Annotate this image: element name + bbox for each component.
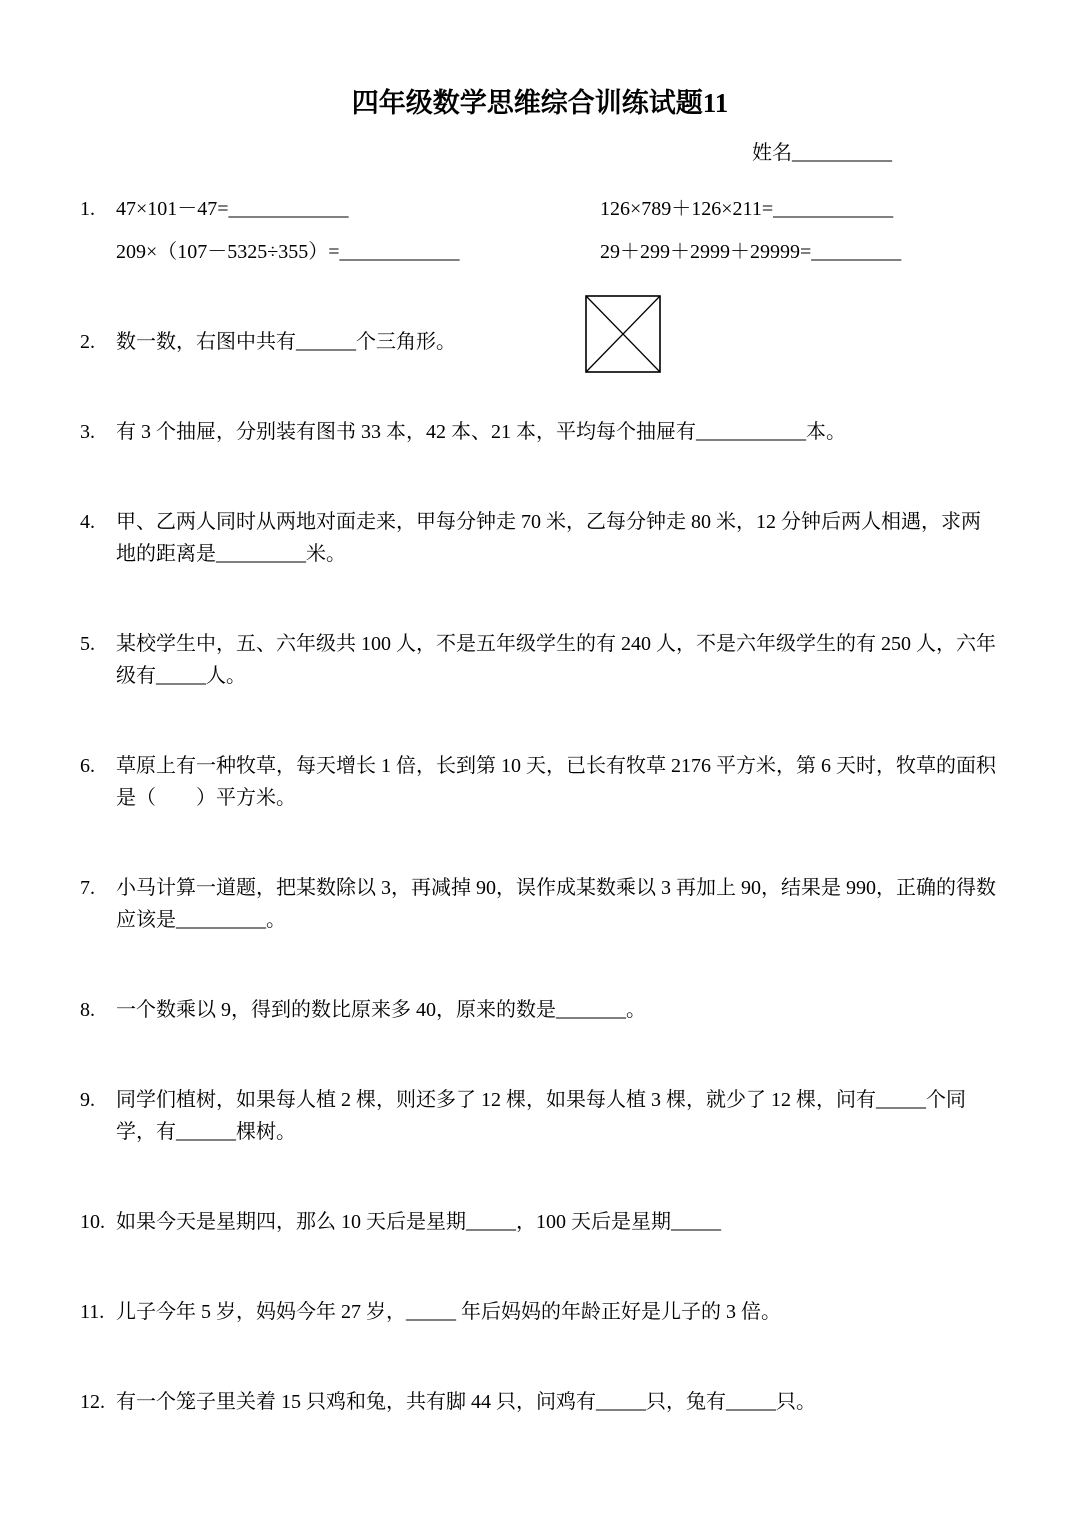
question-text: 一个数乘以 9，得到的数比原来多 40，原来的数是_______。 [116, 999, 646, 1021]
question-text: 甲、乙两人同时从两地对面走来，甲每分钟走 70 米，乙每分钟走 80 米，12 分钟后两人相遇，求两地的距离是_________米。 [116, 511, 981, 565]
square-with-diagonals-icon [585, 295, 661, 373]
name-field: 姓名__________ [752, 142, 892, 164]
question-9 [80, 1084, 1000, 1148]
expression: 209×（107－5325÷355）=____________ [116, 241, 460, 263]
question-1-expressions [116, 193, 1000, 268]
question-number: 3. [80, 421, 95, 443]
question-4 [80, 506, 1000, 570]
triangle-count-figure [585, 295, 661, 373]
question-1-row-1 [116, 193, 1000, 225]
question-3 [80, 416, 1000, 448]
question-1-row-2 [116, 236, 1000, 268]
question-2 [80, 326, 1000, 358]
question-8 [80, 994, 1000, 1026]
question-number: 5. [80, 633, 95, 655]
question-12 [80, 1386, 1000, 1418]
question-11 [80, 1296, 1000, 1328]
question-text: 有一个笼子里关着 15 只鸡和兔，共有脚 44 只，问鸡有_____只，兔有_____只。 [116, 1391, 816, 1413]
question-number: 7. [80, 877, 95, 899]
question-text: 如果今天是星期四，那么 10 天后是星期_____，100 天后是星期_____ [116, 1211, 721, 1233]
question-text: 草原上有一种牧草，每天增长 1 倍，长到第 10 天，已长有牧草 2176 平方米，第 6 天时，牧草的面积是（ ）平方米。 [116, 755, 996, 809]
question-number: 4. [80, 511, 95, 533]
question-number: 11. [80, 1301, 105, 1323]
question-number: 6. [80, 755, 95, 777]
question-number: 9. [80, 1089, 95, 1111]
page-title: 四年级数学思维综合训练试题11 [351, 88, 729, 118]
question-text: 数一数，右图中共有______个三角形。 [116, 331, 456, 353]
question-number: 1. [80, 198, 95, 220]
question-7 [80, 872, 1000, 936]
question-number: 10. [80, 1211, 105, 1233]
expression: 29＋299＋2999＋29999=_________ [600, 241, 902, 263]
question-10 [80, 1206, 1000, 1238]
expression: 47×101－47=____________ [116, 198, 349, 220]
question-text: 有 3 个抽屉，分别装有图书 33 本，42 本、21 本，平均每个抽屉有___________本。 [116, 421, 846, 443]
question-1 [80, 193, 1000, 268]
question-text: 同学们植树，如果每人植 2 棵，则还多了 12 棵，如果每人植 3 棵，就少了 12 棵，问有_____个同学，有______棵树。 [116, 1089, 966, 1143]
question-number: 2. [80, 331, 95, 353]
question-text: 儿子今年 5 岁，妈妈今年 27 岁，_____ 年后妈妈的年龄正好是儿子的 3 倍。 [116, 1301, 781, 1323]
question-text: 某校学生中，五、六年级共 100 人，不是五年级学生的有 240 人，不是六年级学生的有 250 人，六年级有_____人。 [116, 633, 996, 687]
question-5 [80, 628, 1000, 692]
question-text: 小马计算一道题，把某数除以 3，再减掉 90，误作成某数乘以 3 再加上 90，结果是 990，正确的得数应该是_________。 [116, 877, 996, 931]
question-6 [80, 750, 1000, 814]
question-number: 8. [80, 999, 95, 1021]
expression: 126×789＋126×211=____________ [600, 198, 894, 220]
question-number: 12. [80, 1391, 105, 1413]
